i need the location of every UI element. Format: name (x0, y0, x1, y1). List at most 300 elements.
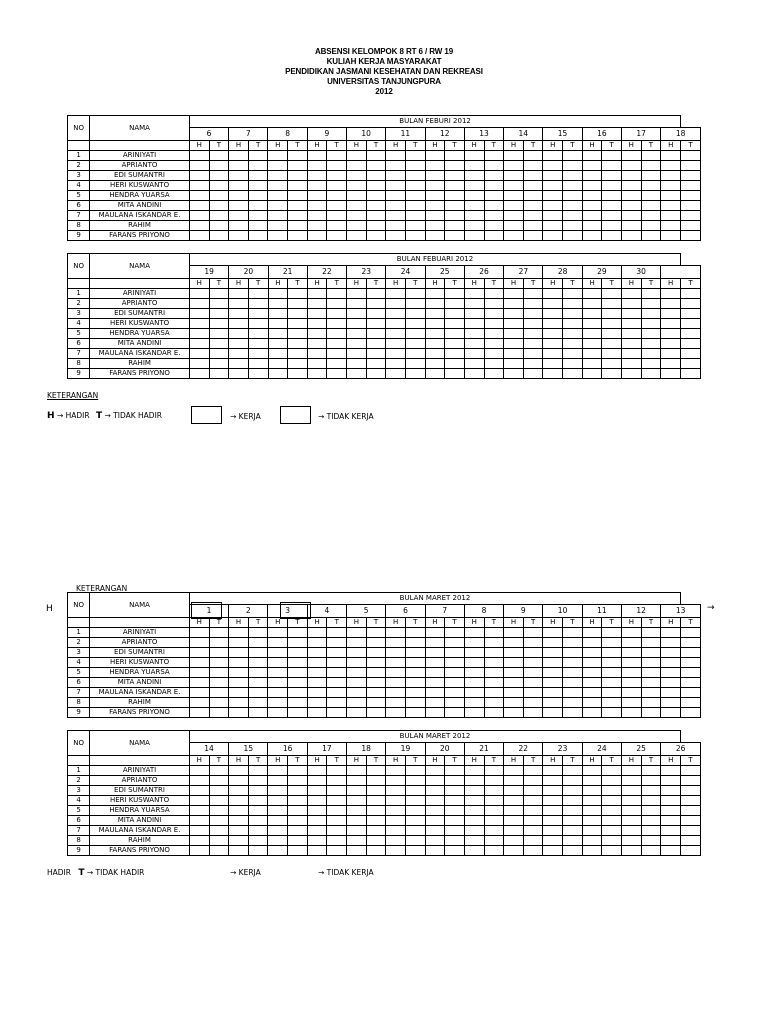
attendance-cell[interactable] (563, 628, 583, 638)
attendance-cell[interactable] (307, 369, 327, 379)
attendance-cell[interactable] (445, 221, 465, 231)
attendance-cell[interactable] (582, 766, 602, 776)
attendance-cell[interactable] (209, 299, 229, 309)
attendance-cell[interactable] (405, 668, 425, 678)
attendance-cell[interactable] (543, 161, 563, 171)
attendance-cell[interactable] (406, 339, 426, 349)
attendance-cell[interactable] (445, 816, 465, 826)
attendance-cell[interactable] (602, 708, 622, 718)
attendance-cell[interactable] (523, 161, 543, 171)
attendance-cell[interactable] (189, 708, 209, 718)
attendance-cell[interactable] (288, 201, 308, 211)
attendance-cell[interactable] (209, 776, 229, 786)
attendance-cell[interactable] (189, 836, 209, 846)
attendance-cell[interactable] (327, 826, 347, 836)
attendance-cell[interactable] (563, 299, 583, 309)
attendance-cell[interactable] (681, 319, 701, 329)
attendance-cell[interactable] (288, 648, 308, 658)
attendance-cell[interactable] (268, 806, 288, 816)
attendance-cell[interactable] (484, 766, 504, 776)
attendance-cell[interactable] (563, 339, 583, 349)
attendance-cell[interactable] (563, 648, 583, 658)
attendance-cell[interactable] (268, 776, 288, 786)
attendance-cell[interactable] (327, 678, 347, 688)
attendance-cell[interactable] (189, 181, 209, 191)
attendance-cell[interactable] (464, 796, 484, 806)
attendance-cell[interactable] (229, 688, 249, 698)
attendance-cell[interactable] (366, 846, 386, 856)
attendance-cell[interactable] (621, 171, 641, 181)
attendance-cell[interactable] (504, 796, 524, 806)
attendance-cell[interactable] (484, 319, 504, 329)
attendance-cell[interactable] (268, 826, 288, 836)
attendance-cell[interactable] (405, 776, 425, 786)
attendance-cell[interactable] (307, 171, 327, 181)
attendance-cell[interactable] (504, 786, 524, 796)
attendance-cell[interactable] (189, 678, 209, 688)
attendance-cell[interactable] (327, 766, 347, 776)
attendance-cell[interactable] (248, 181, 268, 191)
attendance-cell[interactable] (405, 221, 425, 231)
attendance-cell[interactable] (641, 211, 661, 221)
attendance-cell[interactable] (543, 698, 563, 708)
attendance-cell[interactable] (622, 846, 642, 856)
attendance-cell[interactable] (366, 678, 386, 688)
attendance-cell[interactable] (307, 329, 327, 339)
attendance-cell[interactable] (425, 628, 445, 638)
attendance-cell[interactable] (209, 816, 229, 826)
attendance-cell[interactable] (405, 171, 425, 181)
attendance-cell[interactable] (347, 151, 367, 161)
attendance-cell[interactable] (602, 766, 622, 776)
attendance-cell[interactable] (366, 191, 386, 201)
attendance-cell[interactable] (189, 299, 209, 309)
attendance-cell[interactable] (582, 309, 602, 319)
attendance-cell[interactable] (504, 826, 524, 836)
attendance-cell[interactable] (229, 658, 249, 668)
attendance-cell[interactable] (661, 151, 681, 161)
attendance-cell[interactable] (209, 698, 229, 708)
attendance-cell[interactable] (582, 846, 602, 856)
attendance-cell[interactable] (681, 181, 701, 191)
attendance-cell[interactable] (582, 688, 602, 698)
attendance-cell[interactable] (681, 668, 701, 678)
attendance-cell[interactable] (523, 319, 543, 329)
attendance-cell[interactable] (464, 201, 484, 211)
attendance-cell[interactable] (229, 319, 249, 329)
attendance-cell[interactable] (248, 826, 268, 836)
attendance-cell[interactable] (484, 648, 504, 658)
attendance-cell[interactable] (641, 171, 661, 181)
attendance-cell[interactable] (484, 289, 504, 299)
attendance-cell[interactable] (406, 359, 426, 369)
attendance-cell[interactable] (366, 816, 386, 826)
attendance-cell[interactable] (327, 151, 347, 161)
attendance-cell[interactable] (681, 201, 701, 211)
attendance-cell[interactable] (464, 171, 484, 181)
attendance-cell[interactable] (543, 668, 563, 678)
attendance-cell[interactable] (189, 658, 209, 668)
attendance-cell[interactable] (504, 846, 524, 856)
attendance-cell[interactable] (248, 201, 268, 211)
attendance-cell[interactable] (307, 161, 327, 171)
attendance-cell[interactable] (582, 786, 602, 796)
attendance-cell[interactable] (248, 786, 268, 796)
attendance-cell[interactable] (386, 668, 406, 678)
attendance-cell[interactable] (327, 181, 347, 191)
attendance-cell[interactable] (504, 708, 524, 718)
attendance-cell[interactable] (425, 349, 445, 359)
attendance-cell[interactable] (484, 181, 504, 191)
attendance-cell[interactable] (406, 349, 426, 359)
attendance-cell[interactable] (288, 161, 308, 171)
attendance-cell[interactable] (523, 668, 543, 678)
attendance-cell[interactable] (405, 678, 425, 688)
attendance-cell[interactable] (445, 319, 465, 329)
attendance-cell[interactable] (209, 806, 229, 816)
attendance-cell[interactable] (189, 359, 209, 369)
attendance-cell[interactable] (268, 211, 288, 221)
attendance-cell[interactable] (366, 359, 386, 369)
attendance-cell[interactable] (307, 708, 327, 718)
attendance-cell[interactable] (543, 786, 563, 796)
attendance-cell[interactable] (248, 658, 268, 668)
attendance-cell[interactable] (229, 638, 249, 648)
attendance-cell[interactable] (209, 231, 229, 241)
attendance-cell[interactable] (504, 309, 524, 319)
attendance-cell[interactable] (366, 299, 386, 309)
attendance-cell[interactable] (602, 339, 622, 349)
attendance-cell[interactable] (582, 191, 602, 201)
attendance-cell[interactable] (425, 329, 445, 339)
attendance-cell[interactable] (386, 221, 406, 231)
attendance-cell[interactable] (582, 796, 602, 806)
attendance-cell[interactable] (681, 806, 701, 816)
attendance-cell[interactable] (347, 211, 367, 221)
attendance-cell[interactable] (543, 658, 563, 668)
attendance-cell[interactable] (523, 766, 543, 776)
attendance-cell[interactable] (229, 231, 249, 241)
attendance-cell[interactable] (661, 806, 681, 816)
attendance-cell[interactable] (602, 846, 622, 856)
attendance-cell[interactable] (464, 309, 484, 319)
attendance-cell[interactable] (189, 329, 209, 339)
attendance-cell[interactable] (484, 668, 504, 678)
attendance-cell[interactable] (209, 289, 229, 299)
attendance-cell[interactable] (386, 211, 406, 221)
attendance-cell[interactable] (288, 836, 308, 846)
attendance-cell[interactable] (504, 638, 524, 648)
attendance-cell[interactable] (622, 638, 642, 648)
attendance-cell[interactable] (366, 339, 386, 349)
attendance-cell[interactable] (248, 171, 268, 181)
attendance-cell[interactable] (307, 309, 327, 319)
attendance-cell[interactable] (248, 349, 268, 359)
attendance-cell[interactable] (641, 638, 661, 648)
attendance-cell[interactable] (209, 329, 229, 339)
attendance-cell[interactable] (504, 181, 524, 191)
attendance-cell[interactable] (602, 688, 622, 698)
attendance-cell[interactable] (347, 359, 367, 369)
attendance-cell[interactable] (307, 816, 327, 826)
attendance-cell[interactable] (386, 678, 406, 688)
attendance-cell[interactable] (681, 708, 701, 718)
attendance-cell[interactable] (209, 161, 229, 171)
attendance-cell[interactable] (681, 628, 701, 638)
attendance-cell[interactable] (366, 658, 386, 668)
attendance-cell[interactable] (386, 231, 406, 241)
attendance-cell[interactable] (189, 698, 209, 708)
attendance-cell[interactable] (661, 359, 681, 369)
attendance-cell[interactable] (523, 846, 543, 856)
attendance-cell[interactable] (366, 289, 386, 299)
attendance-cell[interactable] (543, 708, 563, 718)
attendance-cell[interactable] (189, 231, 209, 241)
attendance-cell[interactable] (248, 319, 268, 329)
attendance-cell[interactable] (582, 289, 602, 299)
attendance-cell[interactable] (189, 786, 209, 796)
attendance-cell[interactable] (641, 688, 661, 698)
attendance-cell[interactable] (229, 826, 249, 836)
attendance-cell[interactable] (641, 329, 661, 339)
attendance-cell[interactable] (563, 359, 583, 369)
attendance-cell[interactable] (347, 708, 367, 718)
attendance-cell[interactable] (641, 826, 661, 836)
attendance-cell[interactable] (425, 638, 445, 648)
attendance-cell[interactable] (209, 708, 229, 718)
attendance-cell[interactable] (347, 299, 367, 309)
attendance-cell[interactable] (563, 221, 583, 231)
attendance-cell[interactable] (484, 698, 504, 708)
attendance-cell[interactable] (484, 688, 504, 698)
attendance-cell[interactable] (268, 678, 288, 688)
attendance-cell[interactable] (622, 299, 642, 309)
attendance-cell[interactable] (661, 171, 681, 181)
attendance-cell[interactable] (189, 806, 209, 816)
attendance-cell[interactable] (366, 329, 386, 339)
attendance-cell[interactable] (248, 309, 268, 319)
attendance-cell[interactable] (445, 786, 465, 796)
attendance-cell[interactable] (484, 151, 504, 161)
attendance-cell[interactable] (327, 836, 347, 846)
attendance-cell[interactable] (347, 289, 367, 299)
attendance-cell[interactable] (582, 319, 602, 329)
attendance-cell[interactable] (425, 668, 445, 678)
attendance-cell[interactable] (209, 349, 229, 359)
attendance-cell[interactable] (229, 816, 249, 826)
attendance-cell[interactable] (641, 786, 661, 796)
attendance-cell[interactable] (209, 309, 229, 319)
attendance-cell[interactable] (641, 359, 661, 369)
attendance-cell[interactable] (209, 796, 229, 806)
attendance-cell[interactable] (582, 181, 602, 191)
attendance-cell[interactable] (582, 211, 602, 221)
attendance-cell[interactable] (641, 776, 661, 786)
attendance-cell[interactable] (445, 369, 465, 379)
attendance-cell[interactable] (504, 171, 524, 181)
attendance-cell[interactable] (543, 329, 563, 339)
attendance-cell[interactable] (504, 359, 524, 369)
attendance-cell[interactable] (681, 289, 701, 299)
attendance-cell[interactable] (543, 319, 563, 329)
attendance-cell[interactable] (464, 846, 484, 856)
attendance-cell[interactable] (621, 221, 641, 231)
attendance-cell[interactable] (327, 161, 347, 171)
attendance-cell[interactable] (366, 231, 386, 241)
attendance-cell[interactable] (307, 786, 327, 796)
attendance-cell[interactable] (347, 698, 367, 708)
attendance-cell[interactable] (425, 786, 445, 796)
attendance-cell[interactable] (189, 161, 209, 171)
attendance-cell[interactable] (523, 171, 543, 181)
attendance-cell[interactable] (189, 289, 209, 299)
attendance-cell[interactable] (386, 826, 406, 836)
attendance-cell[interactable] (543, 836, 563, 846)
attendance-cell[interactable] (405, 688, 425, 698)
attendance-cell[interactable] (268, 796, 288, 806)
attendance-cell[interactable] (248, 766, 268, 776)
attendance-cell[interactable] (425, 796, 445, 806)
attendance-cell[interactable] (504, 339, 524, 349)
attendance-cell[interactable] (229, 211, 249, 221)
attendance-cell[interactable] (386, 151, 406, 161)
attendance-cell[interactable] (209, 369, 229, 379)
attendance-cell[interactable] (622, 359, 642, 369)
attendance-cell[interactable] (248, 698, 268, 708)
attendance-cell[interactable] (504, 289, 524, 299)
attendance-cell[interactable] (425, 191, 445, 201)
attendance-cell[interactable] (327, 289, 347, 299)
attendance-cell[interactable] (288, 289, 308, 299)
attendance-cell[interactable] (622, 806, 642, 816)
attendance-cell[interactable] (622, 688, 642, 698)
attendance-cell[interactable] (386, 628, 406, 638)
attendance-cell[interactable] (602, 826, 622, 836)
attendance-cell[interactable] (209, 181, 229, 191)
attendance-cell[interactable] (681, 191, 701, 201)
attendance-cell[interactable] (405, 151, 425, 161)
attendance-cell[interactable] (229, 359, 249, 369)
attendance-cell[interactable] (504, 698, 524, 708)
attendance-cell[interactable] (582, 776, 602, 786)
attendance-cell[interactable] (484, 161, 504, 171)
attendance-cell[interactable] (543, 349, 563, 359)
attendance-cell[interactable] (229, 678, 249, 688)
attendance-cell[interactable] (288, 806, 308, 816)
attendance-cell[interactable] (602, 836, 622, 846)
attendance-cell[interactable] (288, 698, 308, 708)
attendance-cell[interactable] (661, 309, 681, 319)
attendance-cell[interactable] (209, 638, 229, 648)
attendance-cell[interactable] (622, 309, 642, 319)
attendance-cell[interactable] (484, 826, 504, 836)
attendance-cell[interactable] (661, 776, 681, 786)
attendance-cell[interactable] (621, 181, 641, 191)
attendance-cell[interactable] (543, 211, 563, 221)
attendance-cell[interactable] (563, 796, 583, 806)
attendance-cell[interactable] (622, 349, 642, 359)
attendance-cell[interactable] (405, 806, 425, 816)
attendance-cell[interactable] (582, 201, 602, 211)
attendance-cell[interactable] (445, 806, 465, 816)
attendance-cell[interactable] (307, 648, 327, 658)
attendance-cell[interactable] (288, 638, 308, 648)
attendance-cell[interactable] (386, 359, 406, 369)
attendance-cell[interactable] (229, 299, 249, 309)
attendance-cell[interactable] (464, 638, 484, 648)
attendance-cell[interactable] (661, 181, 681, 191)
attendance-cell[interactable] (327, 231, 347, 241)
attendance-cell[interactable] (543, 359, 563, 369)
attendance-cell[interactable] (681, 766, 701, 776)
attendance-cell[interactable] (327, 796, 347, 806)
attendance-cell[interactable] (268, 329, 288, 339)
attendance-cell[interactable] (268, 846, 288, 856)
attendance-cell[interactable] (229, 151, 249, 161)
attendance-cell[interactable] (386, 846, 406, 856)
attendance-cell[interactable] (366, 181, 386, 191)
attendance-cell[interactable] (582, 648, 602, 658)
attendance-cell[interactable] (268, 191, 288, 201)
attendance-cell[interactable] (347, 766, 367, 776)
attendance-cell[interactable] (445, 846, 465, 856)
attendance-cell[interactable] (307, 826, 327, 836)
attendance-cell[interactable] (504, 221, 524, 231)
attendance-cell[interactable] (405, 766, 425, 776)
attendance-cell[interactable] (464, 776, 484, 786)
attendance-cell[interactable] (366, 826, 386, 836)
attendance-cell[interactable] (445, 191, 465, 201)
attendance-cell[interactable] (523, 628, 543, 638)
attendance-cell[interactable] (268, 816, 288, 826)
attendance-cell[interactable] (543, 289, 563, 299)
attendance-cell[interactable] (602, 299, 622, 309)
attendance-cell[interactable] (681, 349, 701, 359)
attendance-cell[interactable] (484, 359, 504, 369)
attendance-cell[interactable] (189, 211, 209, 221)
attendance-cell[interactable] (288, 826, 308, 836)
attendance-cell[interactable] (563, 181, 583, 191)
attendance-cell[interactable] (366, 766, 386, 776)
attendance-cell[interactable] (464, 319, 484, 329)
attendance-cell[interactable] (543, 806, 563, 816)
attendance-cell[interactable] (209, 319, 229, 329)
attendance-cell[interactable] (307, 319, 327, 329)
attendance-cell[interactable] (484, 201, 504, 211)
attendance-cell[interactable] (641, 796, 661, 806)
attendance-cell[interactable] (563, 319, 583, 329)
attendance-cell[interactable] (366, 211, 386, 221)
attendance-cell[interactable] (543, 766, 563, 776)
attendance-cell[interactable] (229, 201, 249, 211)
attendance-cell[interactable] (582, 329, 602, 339)
attendance-cell[interactable] (464, 211, 484, 221)
attendance-cell[interactable] (386, 309, 406, 319)
attendance-cell[interactable] (189, 688, 209, 698)
attendance-cell[interactable] (543, 191, 563, 201)
attendance-cell[interactable] (445, 826, 465, 836)
attendance-cell[interactable] (681, 231, 701, 241)
attendance-cell[interactable] (425, 708, 445, 718)
attendance-cell[interactable] (641, 339, 661, 349)
attendance-cell[interactable] (425, 816, 445, 826)
attendance-cell[interactable] (288, 776, 308, 786)
attendance-cell[interactable] (484, 349, 504, 359)
attendance-cell[interactable] (464, 299, 484, 309)
attendance-cell[interactable] (229, 806, 249, 816)
attendance-cell[interactable] (543, 846, 563, 856)
attendance-cell[interactable] (661, 658, 681, 668)
